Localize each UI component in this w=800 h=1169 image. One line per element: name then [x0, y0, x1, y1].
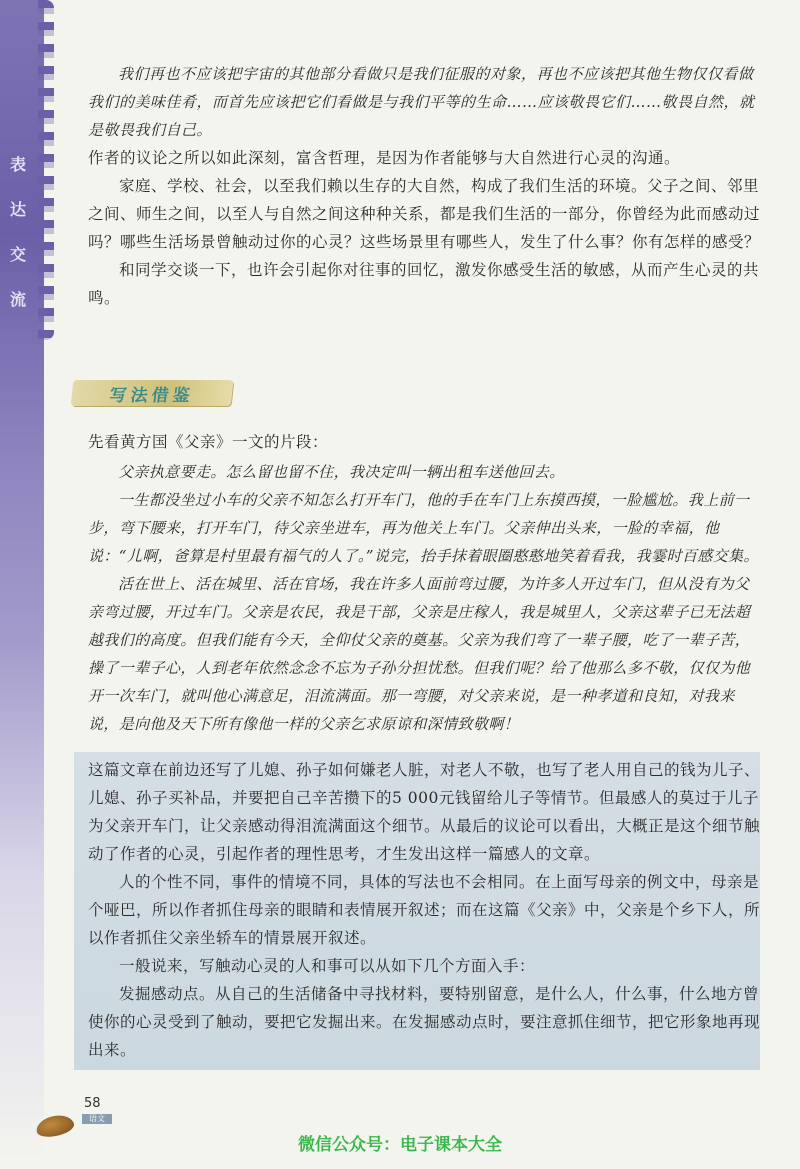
page-number: 58: [84, 1096, 101, 1111]
paragraph: 家庭、学校、社会，以至我们赖以生存的大自然，构成了我们生活的环境。父子之间、邻里之间、师生之间，以至人与自然之间这种种关系，都是我们生活的一部分，你曾经为此而感动过吗？哪些生活场景曾触动过你的心灵？这些场景里有哪些人，发生了什么事？你有怎样的感受？: [88, 177, 761, 251]
page-subject-badge: 语文: [82, 1114, 112, 1124]
side-label-char: 达: [9, 200, 26, 219]
section-side-label: [6, 152, 30, 310]
excerpt-paragraph: 父亲执意要走。怎么留也留不住，我决定叫一辆出租车送他回去。: [118, 463, 565, 481]
discussion-section: [88, 144, 760, 312]
excerpt-paragraph: 一生都没坐过小车的父亲不知怎么打开车门，他的手在车门上东摸西摸，一脸尴尬。我上前一步，弯下腰来，打开车门，待父亲坐进车，再为他关上车门。父亲伸出头来，一脸的幸福，他说：“儿啊，爸算是村里最有福气的人了。”说完，抬手抹着眼圈憨憨地笑着看我，我霎时百感交集。: [88, 491, 759, 565]
paragraph: 和同学交谈一下，也许会引起你对往事的回忆，激发你感受生活的敏感，从而产生心灵的共鸣。: [88, 261, 760, 307]
section-tag: [71, 380, 234, 406]
side-label-char: 交: [9, 245, 26, 264]
paragraph: 一般说来，写触动心灵的人和事可以从如下几个方面入手：: [119, 957, 536, 975]
side-label-char: 表: [9, 155, 26, 174]
excerpt-paragraph: 活在世上、活在城里、活在官场，我在许多人面前弯过腰，为许多人开过车门，但从没有为父亲弯过腰，开过车门。父亲是农民，我是干部，父亲是庄稼人，我是城里人，父亲这辈子已无法超越我们的高度。但我们能有今天，全仰仗父亲的奠基。父亲为我们弯了一辈子腰，吃了一辈子苦，操了一辈子心，人到老年依然念念不忘为子孙分担忧愁。但我们呢？给了他那么多不敬，仅仅为他开一次车门，就叫他心满意足，泪流满面。那一弯腰，对父亲来说，是一种孝道和良知，对我来说，是向他及天下所有像他一样的父亲乞求原谅和深情致敬啊！: [88, 575, 751, 733]
paragraph: 发掘感动点。从自己的生活储备中寻找材料，要特别留意，是什么人，什么事，什么地方曾使你的心灵受到了触动，要把它发掘出来。在发掘感动点时，要注意抓住细节，把它形象地再现出来。: [88, 985, 761, 1059]
paragraph: 先看黄方国《父亲》一文的片段：: [88, 433, 329, 451]
side-label-char: 流: [9, 290, 26, 309]
paragraph: 人的个性不同，事件的情境不同，具体的写法也不会相同。在上面写母亲的例文中，母亲是个哑巴，所以作者抓住母亲的眼睛和表情展开叙述；而在这篇《父亲》中，父亲是个乡下人，所以作者抓住父亲坐轿车的情景展开叙述。: [88, 873, 761, 947]
father-excerpt: [88, 458, 760, 738]
excerpt-lead: [88, 428, 760, 456]
watermark: 微信公众号：电子课本大全: [298, 1135, 502, 1155]
paragraph: 作者的议论之所以如此深刻，富含哲理，是因为作者能够与大自然进行心灵的沟通。: [88, 149, 681, 167]
paragraph: 这篇文章在前边还写了儿媳、孙子如何嫌老人脏，对老人不敬，也写了老人用自己的钱为儿子、儿媳、孙子买补品，并要把自己辛苦攒下的5 000元钱留给儿子等情节。但最感人的莫过于儿子为父亲开车门，让父亲感动得泪流满面这个细节。从最后的议论可以看出，大概正是这个细节触动了作者的心灵，引起作者的理性思考，才生发出这样一篇感人的文章。: [88, 761, 761, 863]
analysis-section: [88, 756, 760, 1064]
quote-paragraph: 我们再也不应该把宇宙的其他部分看做只是我们征服的对象，再也不应该把其他生物仅仅看做我们的美味佳肴，而首先应该把它们看做是与我们平等的生命……应该敬畏它们……敬畏自然，就是敬畏我们自己。: [88, 65, 755, 139]
section-tag-label: 写法借鉴: [108, 385, 195, 406]
nature-quote: [88, 60, 760, 144]
